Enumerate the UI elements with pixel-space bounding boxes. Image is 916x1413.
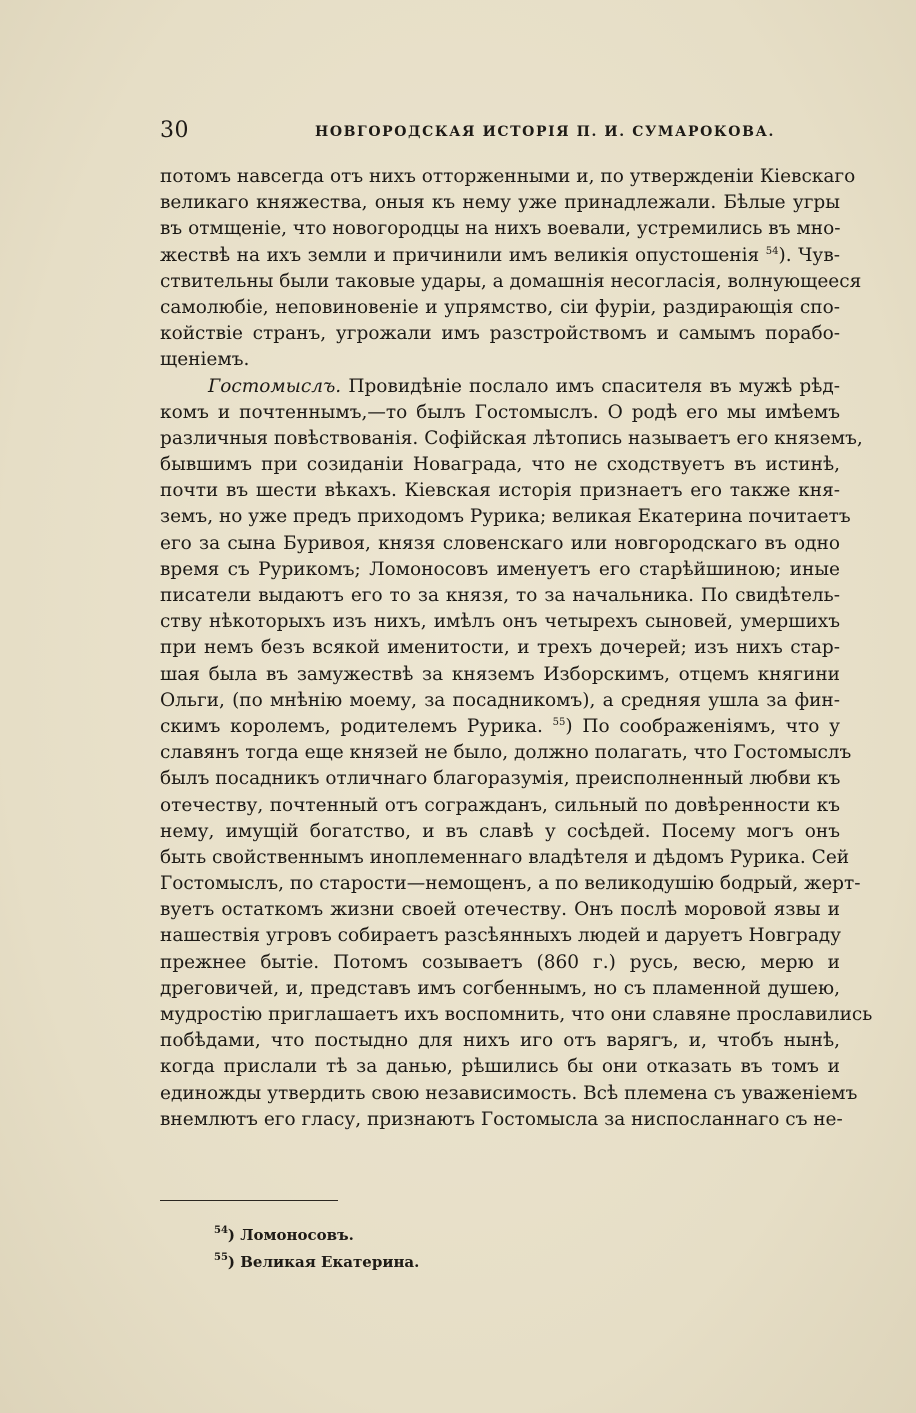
- text-segment: Провидѣніе послало имъ спасителя въ мужѣ рѣд-: [348, 375, 840, 397]
- text-line: быть свойственнымъ иноплеменнаго владѣтеля и дѣдомъ Рурика. Сей: [160, 846, 850, 868]
- text-line: Ольги, (по мнѣнію моему, за посадникомъ), а средняя ушла за фин-: [160, 689, 840, 711]
- text-line: [160, 374, 840, 400]
- text-line: при немъ безъ всякой именитости, и трехъ дочерей; изъ нихъ стар-: [160, 637, 840, 659]
- running-head: НОВГОРОДСКАЯ ИСТОРІЯ П. И. СУМАРОКОВА.: [315, 124, 775, 140]
- text-line: отечеству, почтенный отъ согражданъ, сильный по довѣренности къ: [160, 794, 840, 816]
- text-line: Гостомыслъ, по старости—немощенъ, а по великодушію бодрый, жерт-: [160, 873, 861, 895]
- text-line: ствительны были таковые удары, а домашнія несогласія, волнующееся: [160, 270, 862, 292]
- footnote-54: [214, 1222, 714, 1249]
- footnote-text: ) Великая Екатерина.: [227, 1253, 420, 1271]
- text-line: шая была въ замужествѣ за княземъ Изборскимъ, отцемъ княгини: [160, 663, 840, 685]
- text-line: [160, 714, 840, 740]
- text-line: былъ посадникъ отличнаго благоразумія, преисполненный любви къ: [160, 768, 841, 790]
- footnote-rule: [160, 1200, 338, 1201]
- text-line: нашествія угровъ собираетъ разсѣянныхъ людей и даруетъ Новграду: [160, 925, 842, 947]
- footnote-mark: 54: [214, 1225, 228, 1236]
- footnote-55: [214, 1249, 714, 1276]
- text-line: земъ, но уже предъ приходомъ Рурика; великая Екатерина почитаетъ: [160, 506, 851, 528]
- text-line: побѣдами, что постыдно для нихъ иго отъ варягъ, и, чтобъ нынѣ,: [160, 1030, 840, 1052]
- text-line: щеніемъ.: [160, 349, 250, 371]
- text-line: различныя повѣствованія. Софійская лѣтопись называетъ его княземъ,: [160, 427, 863, 449]
- text-line: почти въ шести вѣкахъ. Кіевская исторія признаетъ его также кня-: [160, 480, 840, 502]
- text-line: дреговичей, и, представъ имъ согбеннымъ, но съ пламенной душею,: [160, 977, 840, 999]
- footnote-ref: 54: [765, 245, 779, 257]
- text-line: внемлютъ его гласу, признаютъ Гостомысла за ниспосланнаго съ не-: [160, 1108, 843, 1130]
- page-number: 30: [160, 118, 189, 143]
- text-line: самолюбіе, неповиновеніе и упрямство, сіи фуріи, раздирающія спо-: [160, 296, 840, 318]
- text-line: въ отмщеніе, что новогородцы на нихъ воевали, устремились въ мно-: [160, 218, 841, 240]
- text-line: писатели выдаютъ его то за князя, то за начальника. По свидѣтель-: [160, 585, 840, 606]
- text-line: когда прислали тѣ за данью, рѣшились бы они отказать въ томъ и: [160, 1056, 840, 1078]
- text-line: единожды утвердить свою независимость. Всѣ племена съ уваженіемъ: [160, 1082, 858, 1104]
- text-line: его за сына Буривоя, князя словенскаго или новгородскаго въ одно: [160, 532, 840, 554]
- footnote-mark: 55: [214, 1252, 228, 1263]
- text-line: [160, 243, 840, 269]
- text-line: славянъ тогда еще князей не было, должно полагать, что Гостомыслъ: [160, 742, 852, 764]
- text-line: комъ и почтеннымъ,—то былъ Гостомыслъ. О родѣ его мы имѣемъ: [160, 401, 840, 423]
- text-segment: жествѣ на ихъ земли и причинили имъ великія опустошенія: [160, 244, 760, 266]
- text-line: прежнее бытіе. Потомъ созываетъ (860 г.) русь, весю, мерю и: [160, 951, 840, 973]
- text-line: мудростію приглашаетъ ихъ воспомнить, что они славяне прославились: [160, 1004, 873, 1025]
- text-line: время съ Рурикомъ; Ломоносовъ именуетъ его старѣйшиною; иные: [160, 558, 840, 580]
- text-segment: скимъ королемъ, родителемъ Рурика.: [160, 715, 543, 737]
- text-line: ству нѣкоторыхъ изъ нихъ, имѣлъ онъ четырехъ сыновей, умершихъ: [160, 611, 840, 633]
- text-line: койствіе странъ, угрожали имъ разстройствомъ и самымъ порабо-: [160, 323, 840, 345]
- page-header: [160, 118, 840, 148]
- text-line: великаго княжества, оныя къ нему уже принадлежали. Бѣлые угры: [160, 192, 840, 214]
- text-line: бывшимъ при созиданіи Новаграда, что не сходствуетъ въ истинѣ,: [160, 454, 840, 476]
- body-text: [160, 164, 873, 1133]
- footnotes: [214, 1222, 714, 1276]
- footnote-text: ) Ломоносовъ.: [227, 1226, 354, 1244]
- text-segment: ). Чув-: [778, 244, 840, 266]
- text-line: нему, имущій богатство, и въ славѣ у сосѣдей. Посему могъ онъ: [160, 820, 840, 842]
- text-line: вуетъ остаткомъ жизни своей отечеству. Онъ послѣ моровой язвы и: [160, 899, 840, 921]
- text-segment: ) По соображеніямъ, что у: [565, 715, 841, 737]
- footnote-ref: 55: [552, 716, 566, 728]
- text-line: потомъ навсегда отъ нихъ отторженными и, по утвержденіи Кіевскаго: [160, 166, 856, 187]
- paragraph-heading: Гостомыслъ.: [208, 375, 342, 397]
